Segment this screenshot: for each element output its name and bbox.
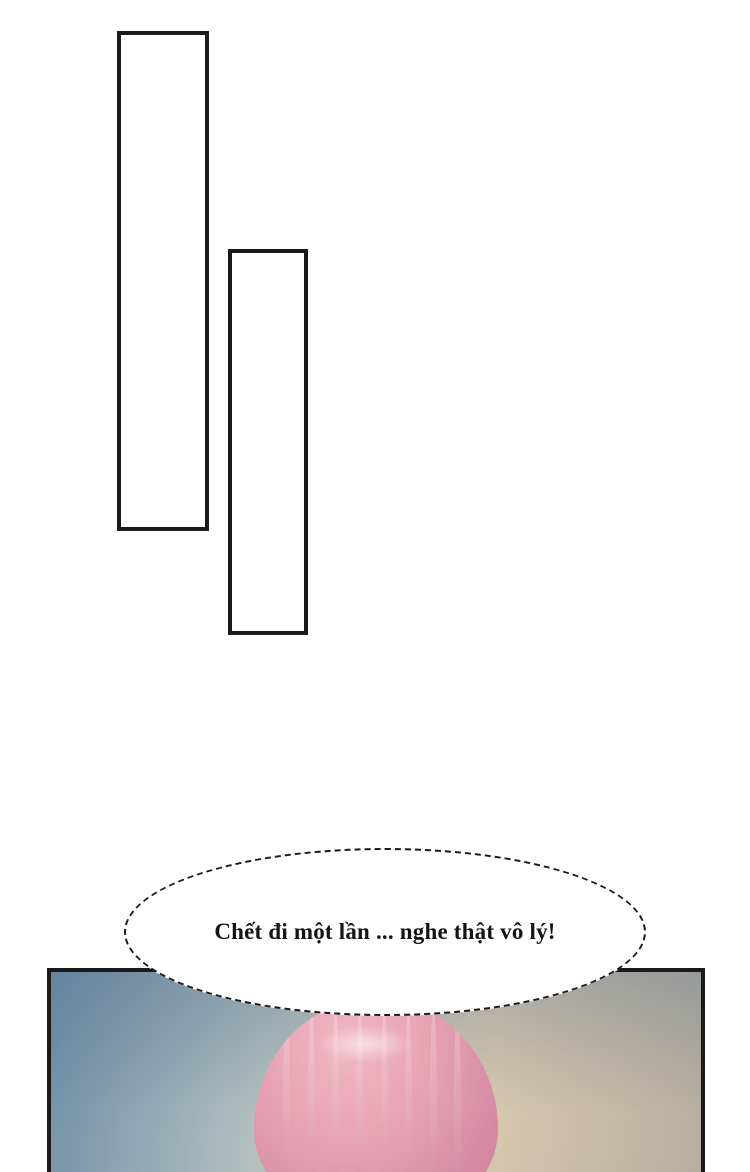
hair-strand-icon [308,1007,315,1172]
speech-bubble-text: Chết đi một lần ... nghe thật vô lý! [214,918,556,944]
blank-tall-panel-right [228,249,308,635]
hair-highlight [317,1025,413,1063]
speech-bubble [124,848,646,1016]
blank-tall-panel-left [117,31,209,531]
hair-strand-icon [405,1007,412,1172]
hair-strand-icon [430,1007,437,1172]
